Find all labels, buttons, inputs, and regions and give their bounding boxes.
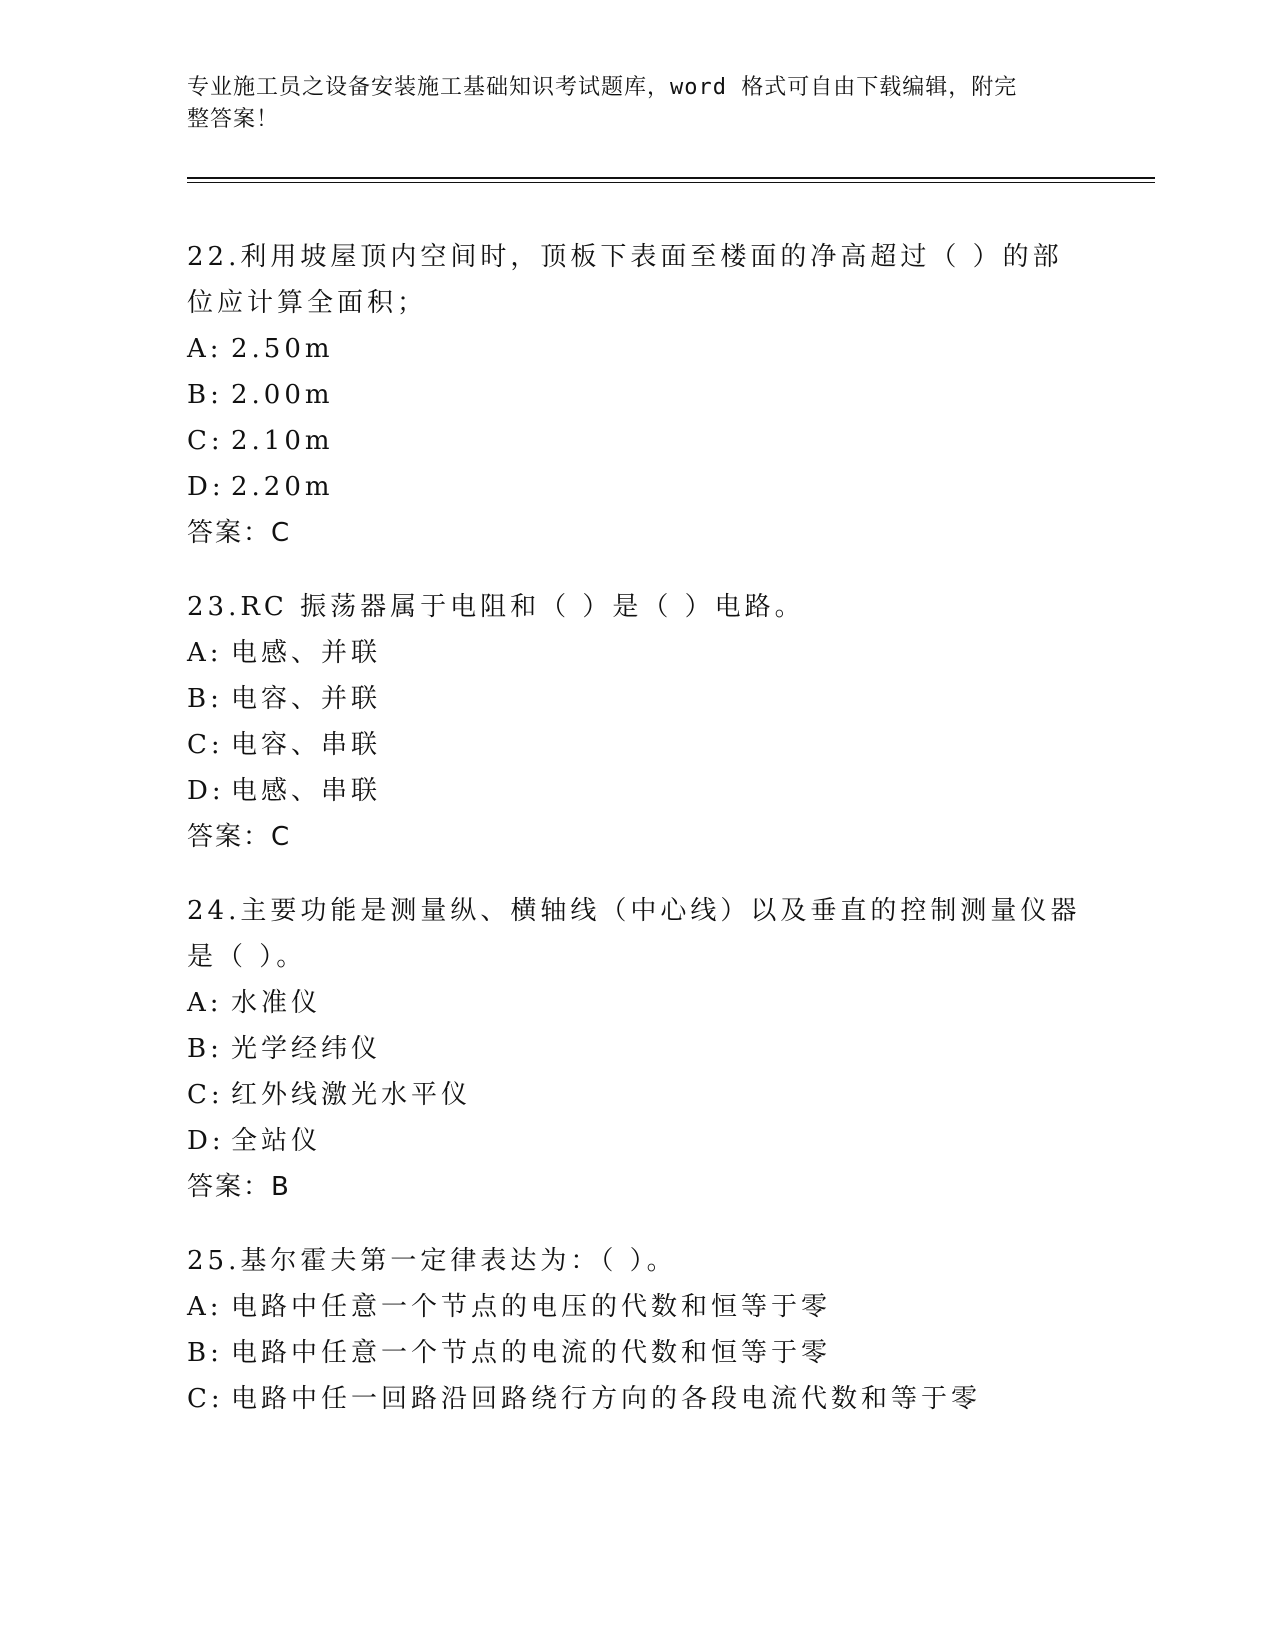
option-c xyxy=(187,1376,1087,1422)
option-text: 电路中任意一个节点的电流的代数和恒等于零 xyxy=(231,1338,832,1368)
option-text: 电容、串联 xyxy=(231,730,382,760)
option-label: D: xyxy=(187,472,225,502)
option-text: 2.50m xyxy=(231,334,334,364)
option-text: 电路中任一回路沿回路绕行方向的各段电流代数和等于零 xyxy=(231,1384,982,1414)
question-22 xyxy=(187,234,1087,556)
option-a xyxy=(187,630,1087,676)
option-text: 水准仪 xyxy=(231,988,322,1018)
question-text: 22.利用坡屋顶内空间时，顶板下表面至楼面的净高超过（ ）的部位应计算全面积； xyxy=(187,242,1063,318)
option-text: 2.10m xyxy=(231,426,334,456)
option-label: B: xyxy=(187,380,223,410)
option-label: D: xyxy=(187,1126,225,1156)
header-line-1: 专业施工员之设备安装施工基础知识考试题库，word 格式可自由下载编辑，附完 xyxy=(187,75,1018,100)
option-text: 2.00m xyxy=(231,380,334,410)
header-divider-thick xyxy=(187,177,1155,179)
option-b xyxy=(187,676,1087,722)
question-list xyxy=(187,234,1087,1450)
question-text: 23.RC 振荡器属于电阻和（ ）是（ ）电路。 xyxy=(187,592,805,622)
option-c xyxy=(187,722,1087,768)
answer-line: 答案：C xyxy=(187,822,292,852)
option-a xyxy=(187,980,1087,1026)
option-text: 电感、并联 xyxy=(231,638,382,668)
header-divider-thin xyxy=(187,182,1155,183)
option-d xyxy=(187,1118,1087,1164)
document-header xyxy=(187,72,1067,136)
option-label: B: xyxy=(187,1338,223,1368)
option-d xyxy=(187,464,1087,510)
question-text: 25.基尔霍夫第一定律表达为：（ ）。 xyxy=(187,1246,677,1276)
option-a xyxy=(187,1284,1087,1330)
option-b xyxy=(187,372,1087,418)
question-25 xyxy=(187,1238,1087,1422)
header-line-2: 整答案！ xyxy=(187,107,280,132)
option-label: C: xyxy=(187,426,224,456)
option-text: 2.20m xyxy=(231,472,334,502)
option-text: 光学经纬仪 xyxy=(231,1034,382,1064)
option-text: 电感、串联 xyxy=(231,776,382,806)
option-label: C: xyxy=(187,1080,224,1110)
option-label: A: xyxy=(187,334,223,364)
option-d xyxy=(187,768,1087,814)
option-b xyxy=(187,1026,1087,1072)
option-a xyxy=(187,326,1087,372)
option-c xyxy=(187,418,1087,464)
option-label: C: xyxy=(187,730,224,760)
option-text: 电路中任意一个节点的电压的代数和恒等于零 xyxy=(231,1292,832,1322)
option-label: A: xyxy=(187,1292,223,1322)
answer-line: 答案：B xyxy=(187,1172,291,1202)
option-label: D: xyxy=(187,776,225,806)
question-23 xyxy=(187,584,1087,860)
option-b xyxy=(187,1330,1087,1376)
question-text: 24.主要功能是测量纵、横轴线（中心线）以及垂直的控制测量仪器是（ ）。 xyxy=(187,896,1081,972)
option-c xyxy=(187,1072,1087,1118)
option-label: A: xyxy=(187,988,223,1018)
option-text: 红外线激光水平仪 xyxy=(231,1080,472,1110)
question-24 xyxy=(187,888,1087,1210)
option-label: B: xyxy=(187,1034,223,1064)
option-label: A: xyxy=(187,638,223,668)
option-text: 电容、并联 xyxy=(231,684,382,714)
answer-line: 答案：C xyxy=(187,518,292,548)
option-label: C: xyxy=(187,1384,224,1414)
option-label: B: xyxy=(187,684,223,714)
option-text: 全站仪 xyxy=(231,1126,322,1156)
